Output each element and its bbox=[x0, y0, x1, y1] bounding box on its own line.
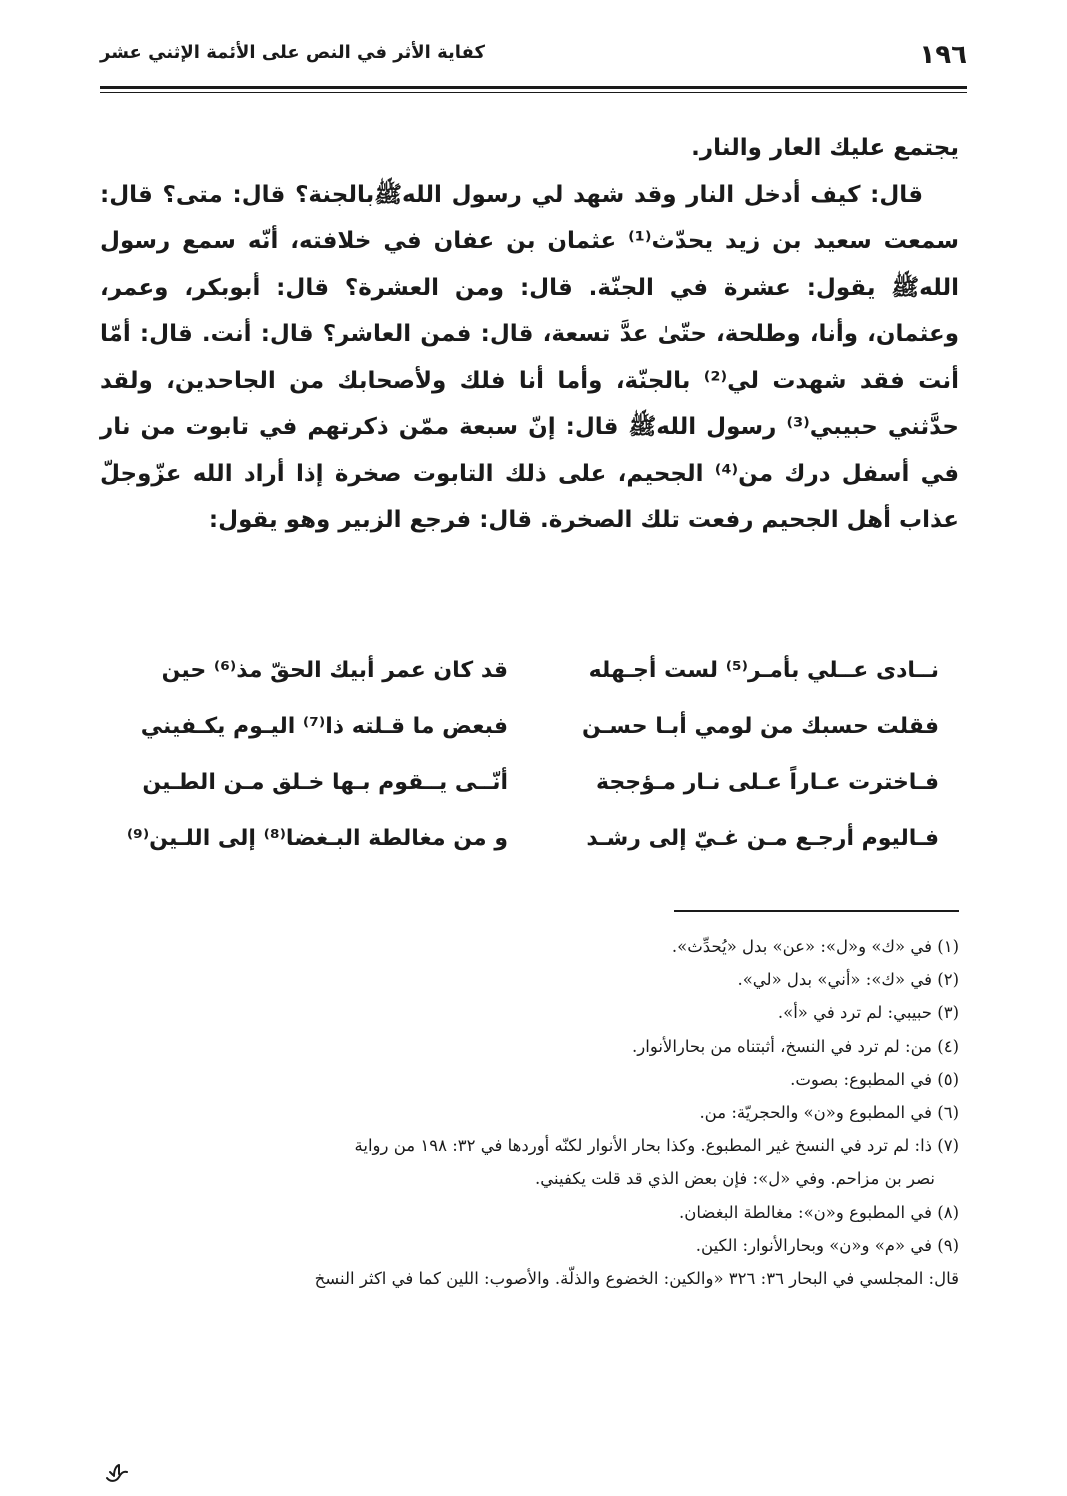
footnote-note: قال: المجلسي في البحار ٣٦: ٣٢٦ «والكين: الخضوع والذلّة. والأصوب: اللين كما في اكثر النسخ bbox=[314, 1269, 959, 1289]
signature-mark-icon bbox=[104, 1462, 130, 1484]
footnote-separator bbox=[674, 910, 959, 912]
poem-verse bbox=[100, 770, 959, 826]
verse-second-hemistich: قد كان عمر أبيك الحقّ مذ⁽⁶⁾ حين bbox=[161, 658, 508, 683]
verse-second-hemistich: فبعض ما قـلته ذا⁽⁷⁾ اليـوم يكـفيني bbox=[140, 714, 508, 739]
poem-verse bbox=[100, 826, 959, 882]
footnote: (٣) حبيبي: لم ترد في «أ». bbox=[777, 1003, 959, 1023]
book-title: كفاية الأثر في النص على الأئمة الإثني عشر bbox=[100, 42, 485, 63]
verse-first-hemistich: نــادى عــلي بأمـر⁽⁵⁾ لست أجـهله bbox=[588, 658, 939, 683]
footnote: (٦) في المطبوع و«ن» والحجريّة: من. bbox=[699, 1103, 959, 1123]
verse-first-hemistich: فـاخترت عـاراً عـلى نـار مـؤججة bbox=[596, 770, 939, 795]
verse-first-hemistich: فـاليوم أرجـع مـن غـيّ إلى رشـد bbox=[586, 826, 939, 851]
footnote: (٤) من: لم ترد في النسخ، أثبتناه من بحارالأنوار. bbox=[632, 1036, 959, 1056]
paragraph-2: قال: كيف أدخل النار وقد شهد لي رسول اللهﷺبالجنة؟ قال: متى؟ قال: سمعت سعيد بن زيد يحدّث⁽¹⁾ عثمان بن عفان في خلافته، أنّه سمع رسول اللهﷺ يقول: عشرة في الجنّة. قال: ومن العشرة؟ قال: أبوبكر، وعمر، وعثمان، وأنا، وطلحة، حتّىٰ عدَّ تسعة، قال: فمن العاشر؟ قال: أنت. قال: أمّا أنت فقد شهدت لي⁽²⁾ بالجنّة، وأما أنا فلك ولأصحابك من الجاحدين، ولقد حدَّثني حبيبي⁽³⁾ رسول اللهﷺ قال: إنّ سبعة ممّن ذكرتهم في تابوت من نار في أسفل درك من⁽⁴⁾ الجحيم، على ذلك التابوت صخرة إذا أراد الله عزّوجلّ عذاب أهل الجحيم رفعت تلك الصخرة. قال: فرجع الزبير وهو يقول: bbox=[100, 181, 960, 533]
poem-verse bbox=[100, 658, 959, 714]
verse-second-hemistich: و من مغالطة البـغضا⁽⁸⁾ إلى اللـين⁽⁹⁾ bbox=[126, 826, 508, 851]
footnote: (٨) في المطبوع و«ن»: مغالطة البغضان. bbox=[679, 1202, 959, 1222]
verse-second-hemistich: أنّــى يــقوم بـها خـلق مـن الطـين bbox=[142, 770, 508, 795]
footnote-continuation: نصر بن مزاحم. وفي «ل»: فإن بعض الذي قد قلت يكفيني. bbox=[535, 1169, 935, 1189]
footnote: (٧) ذا: لم ترد في النسخ غير المطبوع. وكذا بحار الأنوار لكنّه أوردها في ٣٢: ١٩٨ من رواية bbox=[354, 1136, 959, 1156]
running-header bbox=[100, 36, 967, 82]
footnotes bbox=[100, 930, 959, 1295]
verse-first-hemistich: فقلت حسبك من لومي أبـا حسـن bbox=[581, 714, 939, 739]
footnote: (٩) في «م» و«ن» وبحارالأنوار: الكين. bbox=[695, 1235, 959, 1255]
footnote: (٢) في «ك»: «أني» بدل «لي». bbox=[737, 970, 959, 990]
paragraph-1: يجتمع عليك العار والنار. bbox=[691, 135, 959, 161]
main-text bbox=[100, 125, 959, 544]
header-rule-thick bbox=[100, 86, 967, 89]
footnote: (١) في «ك» و«ل»: «عن» بدل «يُحدِّث». bbox=[671, 937, 959, 956]
header-rule-thin bbox=[100, 92, 967, 93]
poem-verse bbox=[100, 714, 959, 770]
footnote: (٥) في المطبوع: بصوت. bbox=[790, 1069, 959, 1089]
poem bbox=[100, 658, 959, 882]
page-number: ١٩٦ bbox=[919, 40, 967, 70]
